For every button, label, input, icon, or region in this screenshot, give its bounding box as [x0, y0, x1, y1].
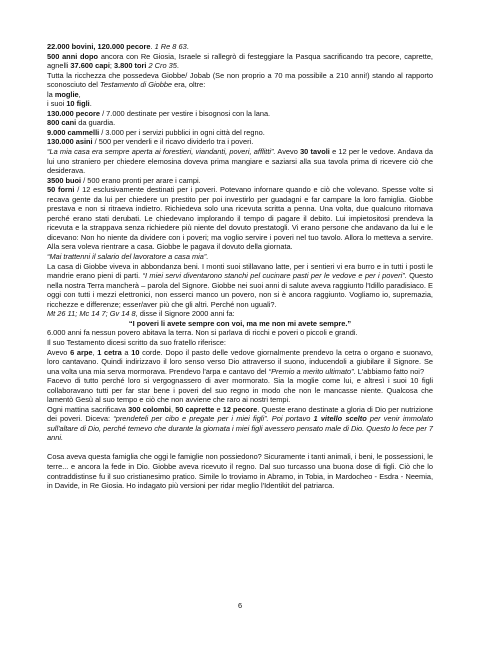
paragraph-sacrifici	[47, 405, 433, 443]
text: ,	[170, 404, 176, 414]
text: ,	[92, 347, 98, 357]
paragraph-ricchezza	[47, 71, 433, 90]
bold-figure: 800 cani	[47, 118, 77, 128]
text: 6.000 anni fa nessun povero abitava la terra. Non si parlava di ricchi e poveri o piccoli e grandi.	[47, 328, 358, 338]
bold-figure: 1 cetra	[97, 347, 122, 357]
paragraph-vergogna	[47, 376, 433, 405]
bold-figure: 130.000 asini	[47, 137, 93, 147]
paragraph-testamento	[47, 338, 433, 348]
bold-figure: 22.000 bovini, 120.000 pecore	[47, 42, 151, 51]
paragraph-references	[47, 309, 433, 319]
text: Ogni mattina sacrificava	[47, 404, 129, 414]
text: , disse il Signore 2000 anni fa:	[135, 309, 235, 319]
text: ,	[78, 89, 81, 99]
bold-figure: 37.600 capi	[70, 61, 110, 71]
quote: per venir immolato sull'altare di Dio, perché temevo che durante la giornata i miei figli avessero pensato male di Dio. Questo lo fece per 7 anni.	[47, 414, 433, 443]
text: / 7.000 destinate per vestire i bisognosi con la lana.	[100, 108, 271, 118]
bold-figure: 50 forni	[47, 185, 75, 195]
quote: “Premio a merito ultimato”	[268, 366, 354, 376]
text: Avevo	[275, 147, 301, 157]
bold-figure: 50 caprette	[175, 404, 215, 414]
text: Questo nella nostra Terra mancherà – parola del Signore. Giobbe nei suoi anni di salute aveva raggiunto l'Idillo paradisiaco. E oggi con tutti i mezzi elettronici, non esserci manco un povero, non si è ancora raggiunto. Vogliamo io, supremazia, ricchezze e differenze; esser/aver più che gli altri. Perché non uguali?.	[47, 271, 433, 309]
text: a	[121, 347, 132, 357]
paragraph-tavoli	[47, 147, 433, 176]
item-cammelli	[47, 128, 433, 138]
quote: “Mai trattenni il salario del lavoratore a casa mia”.	[47, 252, 209, 262]
text: / 12 esclusivamente destinati per i poveri. Potevano infornare quando e ciò che volevano. Spesse volte si recava gente da lui per chiedere un prestito per poi investirlo per guadagni e far campare la loro famiglia. Giobbe prestava e non si ritraeva indietro. Richiedeva solo una ricevuta scritta a penna. Una volta, due qualcuno ritornava perché erano stati derubati. Le chiedevano implorando il tempo di pagare il debito. Lui impietositosi prendeva la ricevuta e la strappava senza richiedere più niente del dovuto prestatogli. Vi erano persone che andavano da lui e le dicevano: Non ho niente da dividere con i poveri; ma voglio servire i poveri nel tuo tavolo. Allora lo metteva a servire. Alla sera voleva rientrare a casa. Giobbe le pagava il dovuto della giornata.	[47, 185, 433, 252]
item-figli	[47, 99, 433, 109]
quote: “I miei servi diventarono stanchi pel cucinare pasti per le vedove e per i poveri”.	[142, 271, 407, 281]
text: i suoi	[47, 99, 67, 109]
paragraph-arpe	[47, 348, 433, 377]
text: / 500 per venderli e il ricavo dividerlo tra i poveri.	[92, 137, 254, 147]
text: la	[47, 89, 55, 99]
item-asini	[47, 137, 433, 147]
paragraph-forni	[47, 185, 433, 252]
quote-salario	[47, 252, 433, 262]
paragraph-6000	[47, 328, 433, 338]
text: .	[150, 42, 155, 51]
bold-figure: 6 arpe	[70, 347, 93, 357]
bold-quote: “I poveri li avete sempre con voi, ma me non mi avete sempre.”	[128, 318, 352, 328]
text: Tutta la ricchezza che possedeva Giobbe/ Jobab (Se non proprio a 70 ma possibile a 210 anni!) stando al rapporto sconosciuto del	[47, 70, 433, 90]
quote: “prendeteli per cibo e pregate per i miei figli”. Poi portavo	[113, 414, 314, 424]
bold-figure: 3500 buoi	[47, 175, 82, 185]
text: Facevo di tutto perché loro si vergognassero di aver mormorato. Sia la moglie come lui, e altresì i suoi 10 figli collaboravano tutti per far star bene i poveri del suo regno in modo che non le mancasse niente. Qualcosa che lamentò Gesù al suo tempo e ciò che non avviene che raro ai nostri tempi.	[47, 376, 433, 405]
bible-reference: 1 Re 8 63	[154, 42, 187, 51]
item-buoi	[47, 176, 433, 186]
text: Cosa aveva questa famiglia che oggi le famiglie non possiedono? Sicuramente i tanti animali, i beni, le possessioni, le terre... e ancora la fede in Dio. Giobbe aveva ricevuto il regno. Dal suo turcasso una buona dose di figli. Ciò che lo contraddistinse fu il suo cristianesimo pratico. Simile lo troviamo in Abramo, in Tobia, in Mardocheo - Esdra - Neemia, in Davide, in Re Giosia. Ho indagato più versioni per ridar meglio l'Identikit del patriarca.	[47, 452, 433, 491]
text: .	[176, 61, 179, 71]
bold-figure: moglie	[54, 89, 79, 99]
text: La casa di Giobbe viveva in abbondanza beni. I monti suoi stillavano latte, per i sentieri vi era burro e in tutti i posti le mandrie erano pieni di parti.	[47, 261, 433, 281]
item-moglie	[47, 90, 433, 100]
text: e 12 per le vedove. Andava da lui uno straniero per chiedere elemosina doveva prima mangiare e saziarsi alla sua tavola prima di ricevere ciò che desiderava.	[47, 147, 434, 176]
bold-figure: 130.000 pecore	[47, 108, 101, 118]
bold-figure: 10 figli	[66, 99, 90, 109]
text: era, oltre:	[172, 80, 206, 90]
bold-figure: 10	[131, 347, 140, 357]
quote: “La mia casa era sempre aperta ai forestieri, viandanti, poveri, afflitti”.	[47, 147, 276, 157]
bold-figure: 300 colombi	[128, 404, 171, 414]
page-number: 6	[237, 601, 243, 610]
bold-figure: 3.800 tori	[113, 61, 147, 71]
book-title: Testamento di Giobbe	[100, 80, 173, 90]
bold-figure: 30 tavoli	[300, 147, 330, 157]
bible-reference: 2 Cro 35	[148, 61, 177, 71]
text: Il suo Testamento dicesi scritto da suo fratello riferisce:	[47, 337, 226, 347]
bold-figure: 9.000 cammelli	[47, 127, 100, 137]
text: . Queste erano destinate a gloria di Dio per nutrizione dei poveri. Diceva:	[47, 404, 434, 424]
text: e	[214, 404, 223, 414]
text: ancora con Re Giosia, Israele si rallegrò di festeggiare la Pasqua sacrificando tra pecore, caprette, agnelli	[47, 51, 433, 71]
paragraph-conclusione	[47, 452, 433, 490]
text: ;	[109, 61, 114, 71]
bold-figure: 12 pecore	[222, 404, 258, 414]
text: . L'abbiamo fatto noi?	[353, 366, 425, 376]
text: .	[89, 99, 92, 109]
text: da guardia.	[76, 118, 116, 128]
item-pecore	[47, 109, 433, 119]
paragraph-giosia	[47, 52, 433, 71]
quote-poveri	[47, 319, 433, 329]
bible-reference: Mt 26 11; Mc 14 7; Gv 14 8	[47, 309, 136, 319]
text: / 500 erano pronti per arare i campi.	[81, 175, 201, 185]
paragraph-casa-giobbe	[47, 262, 433, 310]
text: .	[186, 42, 189, 51]
bold-figure: 1 vitello scelto	[313, 414, 367, 424]
item-cani	[47, 118, 433, 128]
text: Avevo	[47, 347, 71, 357]
paragraph-bovini	[47, 42, 433, 52]
bold-figure: 500 anni dopo	[47, 51, 99, 61]
text: / 3.000 per i servizi pubblici in ogni città del regno.	[99, 127, 265, 137]
text: corde. Dopo il pasto delle vedove giornalmente prendevo la cetra o organo e suonavo, loro cantavano. Quindi indirizzavo il loro senso verso Dio attraverso il suono, inducendoli a giubilare il Signore. Se una volta una mia serva mormorava. Prendevo l'arpa e cantavo del	[47, 347, 433, 376]
